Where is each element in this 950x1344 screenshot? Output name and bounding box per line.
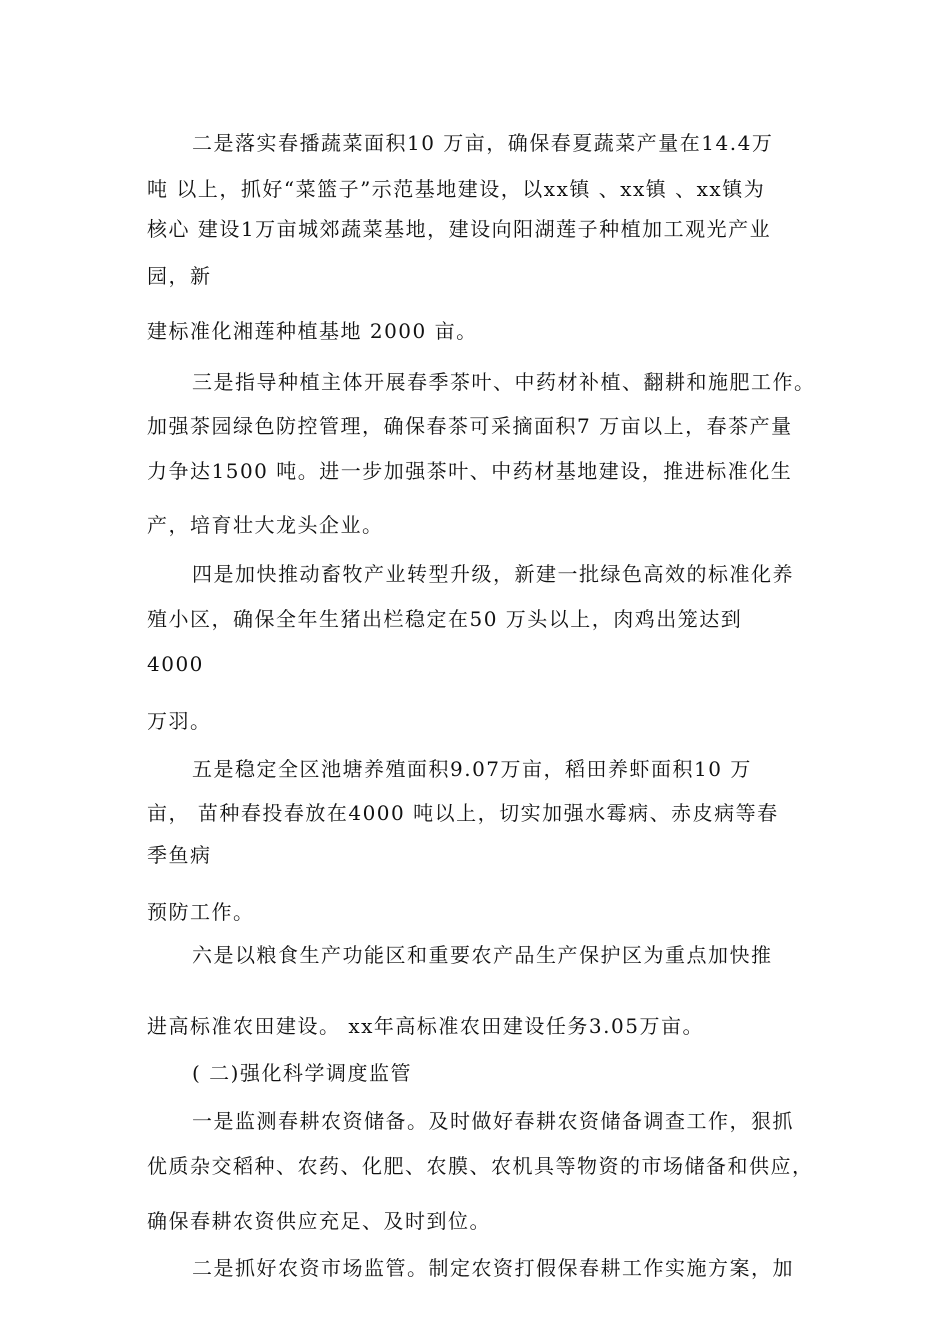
section-heading: ( 二)强化科学调度监管: [192, 1061, 412, 1085]
paragraph-tea-line-3: 力争达1500 吨。进一步加强茶叶、中药材基地建设，推进标准化生: [147, 459, 793, 483]
paragraph-tea-line-1: 三是指导种植主体开展春季茶叶、中药材补植、翻耕和施肥工作。: [192, 370, 816, 394]
paragraph-supplies-line-3: 确保春耕农资供应充足、及时到位。: [147, 1209, 491, 1233]
paragraph-aquaculture-line-1: 五是稳定全区池塘养殖面积9.07万亩，稻田养虾面积10 万: [192, 757, 752, 781]
paragraph-market-line-1: 二是抓好农资市场监管。制定农资打假保春耕工作实施方案，加: [192, 1256, 794, 1280]
paragraph-supplies-line-1: 一是监测春耕农资储备。及时做好春耕农资储备调查工作，狠抓: [192, 1109, 794, 1133]
paragraph-aquaculture-line-3: 季鱼病: [147, 843, 212, 867]
paragraph-farmland-line-2: 进高标准农田建设。 xx年高标准农田建设任务3.05万亩。: [147, 1014, 704, 1038]
paragraph-vegetables-line-1: 二是落实春播蔬菜面积10 万亩，确保春夏蔬菜产量在14.4万: [192, 131, 774, 155]
paragraph-aquaculture-line-4: 预防工作。: [147, 900, 255, 924]
paragraph-tea-line-4: 产，培育壮大龙头企业。: [147, 513, 384, 537]
paragraph-farmland-line-1: 六是以粮食生产功能区和重要农产品生产保护区为重点加快推: [192, 943, 773, 967]
paragraph-livestock-line-1: 四是加快推动畜牧产业转型升级，新建一批绿色高效的标准化养: [192, 562, 794, 586]
paragraph-livestock-line-4: 万羽。: [147, 709, 212, 733]
paragraph-vegetables-line-3: 核心 建设1万亩城郊蔬菜基地，建设向阳湖莲子种植加工观光产业: [147, 217, 772, 241]
paragraph-aquaculture-line-2: 亩， 苗种春投春放在4000 吨以上，切实加强水霉病、赤皮病等春: [147, 801, 779, 825]
paragraph-livestock-line-2: 殖小区，确保全年生猪出栏稳定在50 万头以上，肉鸡出笼达到: [147, 607, 743, 631]
paragraph-supplies-line-2: 优质杂交稻种、农药、化肥、农膜、农机具等物资的市场储备和供应，: [147, 1154, 814, 1178]
paragraph-vegetables-line-2: 吨 以上，抓好“菜篮子”示范基地建设，以xx镇 、xx镇 、xx镇为: [147, 177, 766, 201]
paragraph-tea-line-2: 加强茶园绿色防控管理，确保春茶可采摘面积7 万亩以上，春茶产量: [147, 414, 793, 438]
paragraph-livestock-line-3: 4000: [147, 652, 204, 676]
paragraph-vegetables-line-4: 园，新: [147, 264, 212, 288]
paragraph-vegetables-line-5: 建标准化湘莲种植基地 2000 亩。: [147, 319, 478, 343]
